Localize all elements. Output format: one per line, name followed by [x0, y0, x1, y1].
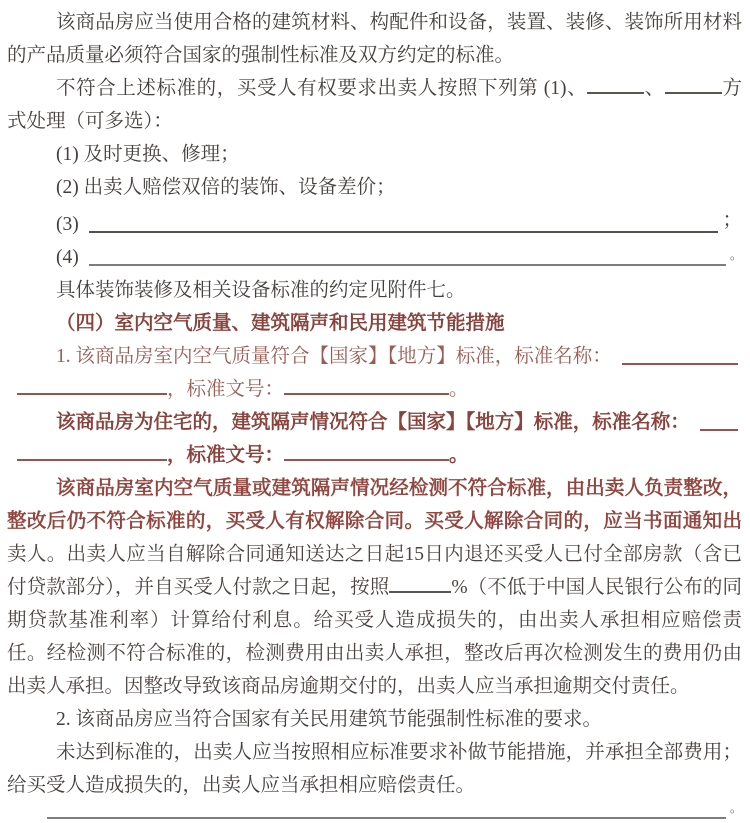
remedy-text-b: 、: [644, 78, 665, 99]
blank-field-standard-name-2: [700, 429, 738, 431]
standard-number-label-2: ，标准文号：: [167, 445, 285, 466]
blank-field-standard-number-2: [284, 457, 449, 461]
blank-field-item-3: [89, 231, 719, 233]
item-4-punctuation: 。: [729, 248, 742, 262]
inspection-clause-body-a: 卖人。出卖人应当自解除合同通知送达之日起15日内退还买受人已付全部房款（含已付贷款部分），并自买受人付款之日起，按照: [7, 544, 742, 598]
clause-air-quality-period: 。: [449, 379, 469, 400]
clause-sound-insulation-line1: [7, 406, 742, 439]
fill-in-line-bottom: [37, 802, 742, 823]
bottom-line-period: 。: [729, 801, 742, 815]
item-3-number: (3): [56, 214, 79, 235]
inspection-clause-emphasized: 该商品房室内空气质量或建筑隔声情况经检测不符合标准，由出卖人负责整改，整改后仍不符合标准的，买受人有权解除合同。买受人解除合同的，应当书面通知出: [7, 478, 742, 532]
clause-sound-insulation-text: 该商品房为住宅的，建筑隔声情况符合【国家】【地方】标准，标准名称：: [56, 412, 690, 433]
paragraph-material-quality: 该商品房应当使用合格的建筑材料、构配件和设备，装置、装修、装饰所用材料的产品质量必须符合国家的强制性标准及双方约定的标准。: [7, 12, 742, 66]
remedy-text-c: 方式处理（可多选）：: [7, 78, 742, 132]
item-4-number: (4): [56, 247, 79, 268]
list-item-1: (1) 及时更换、修理；: [56, 144, 240, 165]
clause-air-quality-text: 1. 该商品房室内空气质量符合【国家】【地方】标准，标准名称：: [56, 346, 612, 367]
item-3-punctuation: ；: [722, 210, 742, 231]
blank-field-item-4: [89, 264, 726, 266]
inspection-clause-body-b: %（不低于中国人民银行公布的同期贷款基准利率）计算给付利息。给买受人造成损失的，由出卖人承担相应赔偿责任。经检测不符合标准的，检测费用由出卖人承担，整改后再次检测发生的费用仍由出卖人承担。因整改导致该商品房逾期交付的，出卖人应当承担逾期交付责任。: [7, 577, 742, 697]
standard-number-label-1: ，标准文号：: [167, 379, 285, 400]
paragraph-attachment-seven: 具体装饰装修及相关设备标准的约定见附件七。: [56, 280, 466, 301]
blank-field-standard-name-1: [622, 363, 738, 365]
clause-air-quality-line1: [7, 340, 742, 373]
remedy-text-a: 不符合上述标准的，买受人有权要求出卖人按照下列第 (1)、: [56, 78, 588, 99]
blank-field-bottom: [47, 817, 726, 819]
section-heading-four: （四）室内空气质量、建筑隔声和民用建筑节能措施: [56, 313, 505, 334]
list-item-4: [7, 241, 742, 274]
blank-field-option-2: [587, 90, 644, 94]
blank-field-standard-number-1: [284, 391, 449, 395]
clause-energy-remedy: 未达到标准的，出卖人应当按照相应标准要求补做节能措施，并承担全部费用；给买受人造成损失的，出卖人应当承担相应赔偿责任。: [7, 742, 742, 796]
blank-field-standard-name-1b: [17, 391, 167, 395]
clause-energy-standard: 2. 该商品房应当符合国家有关民用建筑节能强制性标准的要求。: [56, 709, 603, 730]
clause-sound-insulation-period: 。: [449, 445, 469, 466]
clause-sound-insulation-line2: [7, 439, 742, 472]
list-item-2: (2) 出卖人赔偿双倍的装饰、设备差价；: [56, 177, 396, 198]
clause-air-quality-line2: [7, 373, 742, 406]
list-item-3: [7, 204, 742, 241]
paragraph-remedy-options: [7, 72, 742, 138]
blank-field-option-3: [665, 90, 722, 94]
clause-inspection-rescission: [7, 472, 742, 703]
blank-field-standard-name-2b: [17, 457, 167, 461]
blank-field-interest-rate: [389, 589, 451, 593]
